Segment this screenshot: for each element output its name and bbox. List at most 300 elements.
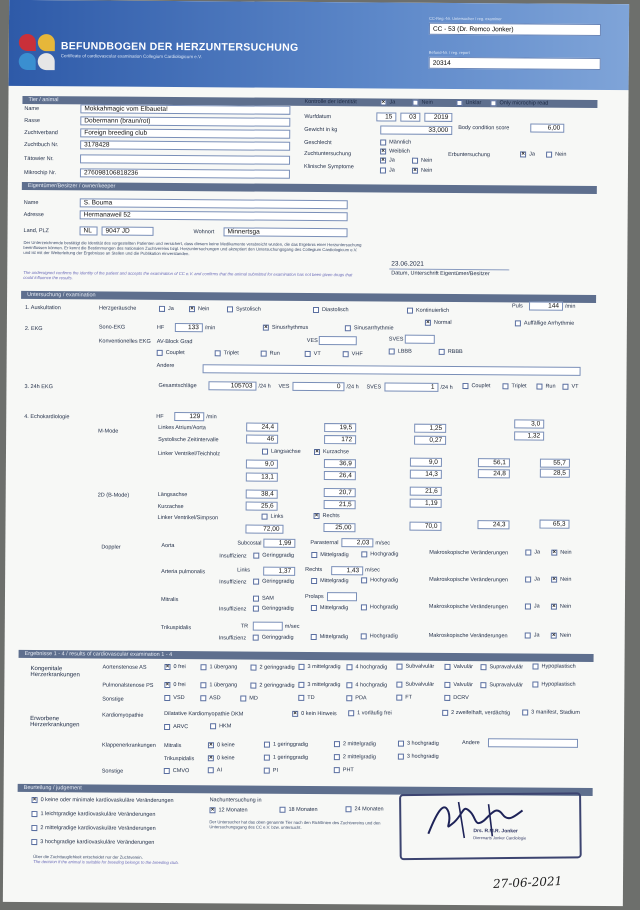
edvi-field[interactable]: 56,1 bbox=[478, 458, 510, 467]
b-raa-field[interactable]: 20,7 bbox=[324, 488, 356, 497]
grade0-label: 0 frei bbox=[173, 682, 186, 689]
mild-label: Geringgradig bbox=[262, 578, 294, 585]
long-axis-checkbox[interactable] bbox=[262, 449, 268, 455]
aorta-macro-yes-checkbox[interactable] bbox=[525, 549, 531, 555]
no-label: Nein bbox=[560, 576, 572, 583]
section-owner: Eigentümer/Besitzer / owner/keeper bbox=[22, 182, 597, 194]
grade3-label: 3 mittelgradig bbox=[307, 663, 341, 671]
stamp-practice: Dierenarts Jonker Cardiologie bbox=[473, 835, 527, 841]
as-g0-checkbox[interactable]: × bbox=[165, 663, 170, 670]
tr-field[interactable] bbox=[253, 622, 283, 631]
animal-name-field[interactable]: Mokkahmagic vom Elbaueta! bbox=[80, 104, 290, 114]
yes-label: Ja bbox=[534, 576, 540, 583]
lvet-field[interactable]: 172 bbox=[324, 435, 356, 444]
yes-label: Ja bbox=[167, 305, 174, 313]
ivss-field[interactable]: 13,1 bbox=[246, 473, 278, 482]
tric-macro-yes-checkbox[interactable] bbox=[525, 632, 531, 638]
mitral-macro-no-checkbox[interactable]: × bbox=[552, 603, 556, 610]
country-label: Land, PLZ bbox=[23, 227, 49, 235]
studbook-label: Zuchtbuch Nr. bbox=[24, 141, 59, 149]
yes-label: Ja bbox=[534, 549, 541, 556]
short-axis-label: Kurzachse bbox=[157, 503, 184, 511]
id-check-label: Kontrolle der Identität bbox=[304, 98, 357, 106]
insufficiency-label: Insuffizienz bbox=[218, 606, 247, 613]
ai-label: AI bbox=[216, 767, 223, 774]
macroscopic-label: Makroskopische Veränderungen bbox=[428, 632, 508, 640]
acquired-label: Erworbene Herzerkrankungen bbox=[30, 716, 80, 729]
doppler-label: Doppler bbox=[101, 544, 121, 551]
macroscopic-label: Makroskopische Veränderungen bbox=[429, 549, 509, 557]
judgement-1-checkbox[interactable] bbox=[31, 811, 37, 817]
vhf-label: VHF bbox=[351, 351, 363, 358]
sono-ecg-label: Sono-EKG bbox=[98, 324, 126, 331]
murmur-yes-checkbox[interactable] bbox=[159, 306, 165, 312]
judgement-0-checkbox[interactable]: × bbox=[32, 797, 37, 804]
examiner-note: Der Untersucher hat das oben genannte Tier nach den Richtlinien des Zuchtvereins und den Untersuchungsgang des CC e.V. bzw. untersucht. bbox=[209, 819, 381, 830]
provisional-free-label: 1 vorläufig frei bbox=[357, 710, 392, 717]
holter-ves-field[interactable]: 0 bbox=[292, 382, 344, 391]
lbbb-checkbox[interactable] bbox=[389, 349, 395, 355]
prolapse-label: Prolaps bbox=[304, 593, 324, 601]
pda-checkbox[interactable] bbox=[346, 695, 352, 701]
moderate-label: Mittelgradig bbox=[320, 578, 349, 585]
form-title: BEFUNDBOGEN DER HERZUNTERSUCHUNG bbox=[60, 40, 299, 54]
as-val-checkbox[interactable] bbox=[444, 664, 450, 670]
address-label: Adresse bbox=[23, 211, 44, 219]
female-checkbox[interactable]: × bbox=[381, 148, 385, 155]
section-results: Ergebnisse 1 - 4 / results of cardiovascular examination 1 - 4 bbox=[19, 650, 594, 662]
breeding-exam-yes-checkbox[interactable]: × bbox=[381, 157, 385, 164]
dcm-label: Dilatative Kardiomyopathie DKM bbox=[164, 710, 244, 718]
follow-24-checkbox[interactable] bbox=[345, 806, 351, 812]
as-g3-checkbox[interactable] bbox=[298, 664, 304, 670]
city-field[interactable]: Minnertsga bbox=[224, 227, 348, 237]
la-field[interactable]: 24,4 bbox=[246, 423, 278, 432]
murmur-no-checkbox[interactable]: × bbox=[190, 306, 194, 313]
vhf-checkbox[interactable] bbox=[343, 351, 349, 357]
severe-label: Hochgradig bbox=[369, 604, 399, 611]
chip-label: Mikrochip Nr. bbox=[23, 169, 57, 177]
as-hypo-checkbox[interactable] bbox=[532, 664, 538, 670]
ef-field[interactable]: 55,7 bbox=[540, 459, 570, 468]
hkm-checkbox[interactable] bbox=[210, 723, 216, 729]
normal-checkbox[interactable]: × bbox=[426, 319, 430, 326]
hereditary-yes-checkbox[interactable]: × bbox=[521, 151, 525, 158]
pulm-mild-checkbox[interactable] bbox=[253, 579, 259, 585]
mild-label: 1 geringgradig bbox=[272, 741, 309, 748]
md-checkbox[interactable] bbox=[240, 695, 246, 701]
lvvd-field[interactable]: 72,00 bbox=[245, 525, 283, 534]
sinus-rhythm-label: Sinusrhythmus bbox=[271, 324, 309, 331]
lvwd-field[interactable]: 9,0 bbox=[410, 458, 442, 467]
ao-field[interactable]: 19,5 bbox=[324, 423, 356, 432]
follow-18-checkbox[interactable] bbox=[279, 807, 285, 813]
b-edvi-field[interactable]: 70,0 bbox=[409, 522, 441, 531]
asd-checkbox[interactable] bbox=[200, 695, 206, 701]
triplet-label: Triplet bbox=[511, 383, 527, 390]
valvular-label: Valvulär bbox=[453, 681, 473, 689]
holter-triplet-checkbox[interactable] bbox=[502, 383, 508, 389]
mitral-mild-checkbox[interactable] bbox=[253, 606, 259, 612]
diastolic-checkbox[interactable] bbox=[313, 307, 319, 313]
report-number-field[interactable]: 20314 bbox=[429, 57, 601, 70]
md-label: MD bbox=[249, 695, 258, 702]
mitral-k3-checkbox[interactable] bbox=[398, 741, 404, 747]
echo-hr-field[interactable]: 129 bbox=[174, 412, 204, 421]
judgement-1-label: 1 leichtgradige kardiovaskuläre Veränderungen bbox=[40, 811, 156, 818]
other-acquired-label: Sonstige bbox=[101, 768, 124, 775]
sinus-arrhythmia-checkbox[interactable] bbox=[345, 325, 351, 331]
long-axis-label: Längsachse bbox=[270, 448, 301, 455]
pulm-moderate-checkbox[interactable] bbox=[311, 578, 317, 584]
owner-name-field[interactable]: S. Bouma bbox=[80, 198, 348, 209]
dcm-0-checkbox[interactable]: × bbox=[293, 710, 297, 717]
hereditary-no-checkbox[interactable] bbox=[546, 152, 552, 158]
continuous-label: Kontinuierlich bbox=[415, 307, 450, 314]
td-checkbox[interactable] bbox=[298, 695, 304, 701]
sves-label: SVES bbox=[388, 336, 404, 343]
lbbb-label: LBBB bbox=[397, 348, 412, 355]
id-check-unclear-checkbox[interactable] bbox=[456, 100, 462, 106]
aorta-parasternal-field[interactable]: 2,03 bbox=[341, 538, 373, 547]
follow-18-label: 18 Monaten bbox=[288, 806, 318, 814]
normal-label: Normal bbox=[433, 319, 452, 326]
heart-rate-field[interactable]: 133 bbox=[175, 323, 203, 332]
sinus-arrhythmia-label: Sinusarrhythmie bbox=[353, 325, 394, 332]
mitral-macro-yes-checkbox[interactable] bbox=[525, 603, 531, 609]
left-label: Links bbox=[270, 513, 284, 520]
pulm-severe-checkbox[interactable] bbox=[361, 577, 367, 583]
m-sec-unit: m/sec bbox=[375, 540, 391, 547]
holter-vt-checkbox[interactable] bbox=[562, 384, 568, 390]
vt-checkbox[interactable] bbox=[305, 351, 311, 357]
judgement-3-label: 3 hochgradige kardiovaskuläre Veränderungen bbox=[40, 839, 155, 846]
ps-g4-checkbox[interactable] bbox=[346, 682, 352, 688]
ves-field[interactable] bbox=[319, 336, 357, 345]
cc-label: CC-Reg.-Nr. Untersucher / reg. examiner bbox=[429, 15, 502, 22]
hereditary-exam-label: Erbuntersuchung bbox=[448, 151, 490, 159]
address-field[interactable]: Hermanaweil 52 bbox=[80, 210, 348, 221]
aorta-mild-checkbox[interactable] bbox=[253, 553, 259, 559]
as-supra-checkbox[interactable] bbox=[480, 664, 486, 670]
mild-label: 1 geringgradig bbox=[272, 754, 309, 761]
lvws-field[interactable]: 14,3 bbox=[410, 470, 442, 479]
vsd-checkbox[interactable] bbox=[164, 695, 170, 701]
cc-examiner-field[interactable]: CC - 53 (Dr. Remco Jonker) bbox=[429, 23, 601, 36]
club-label: Zuchtverband bbox=[24, 129, 58, 137]
holter-couplet-checkbox[interactable] bbox=[462, 383, 468, 389]
other-congenital-label: Sonstige bbox=[102, 696, 124, 703]
chip-only-checkbox[interactable] bbox=[490, 100, 496, 106]
follow-12-label: 12 Monaten bbox=[218, 807, 248, 814]
male-checkbox[interactable] bbox=[380, 139, 386, 145]
epss-field[interactable]: 3,0 bbox=[514, 419, 544, 428]
pep-field[interactable]: 46 bbox=[246, 435, 278, 444]
mitral-k2-checkbox[interactable] bbox=[334, 741, 340, 747]
per-min-unit: /min bbox=[206, 414, 217, 421]
run-label: Run bbox=[269, 350, 280, 357]
triplet-checkbox[interactable] bbox=[215, 350, 221, 356]
left-checkbox[interactable] bbox=[262, 514, 268, 520]
murmur-label: Herzgeräusche bbox=[98, 305, 137, 312]
owner-declaration: Der Unterzeichnende bestätigt die Identität des vorgestellten Patienten und versichert, dass diesem keine Medikamente verabreicht wurden, die das Ergebnis einer Herzuntersuchung beeinflussen können. Er kennt die Bestimmungen des nationalen Zuchtvereins bzgl. Herzuntersuchungen und akzeptiert den Untersuchungsgang des Collegium Cardiologicum e.V. und ist mit der Weiterleitung der Ergebnisse an Stellen und die Publikation einverstanden. bbox=[23, 239, 362, 257]
birth-month-field[interactable]: 03 bbox=[400, 113, 420, 122]
other-label: Andere bbox=[156, 362, 175, 370]
aorta-moderate-checkbox[interactable] bbox=[311, 552, 317, 558]
holter-sves-label: SVES bbox=[366, 384, 382, 391]
bcs-field[interactable]: 6,00 bbox=[530, 123, 564, 132]
ps-val-checkbox[interactable] bbox=[444, 682, 450, 688]
postcode-field[interactable]: 9047 JD bbox=[102, 226, 154, 235]
severe-label: 3 hochgradig bbox=[406, 740, 439, 747]
tricuspid-label: Trikuspidalis bbox=[160, 624, 192, 632]
breed-field[interactable]: Dobermann (braun/rot) bbox=[80, 116, 290, 126]
microchip-field[interactable]: 276098106818236 bbox=[80, 168, 290, 178]
congenital-label: Kongenitale Herzerkrankungen bbox=[30, 666, 80, 679]
macroscopic-label: Makroskopische Veränderungen bbox=[428, 603, 508, 611]
arvc-checkbox[interactable] bbox=[164, 724, 170, 730]
judgement-2-checkbox[interactable] bbox=[31, 825, 37, 831]
as-g4-checkbox[interactable] bbox=[346, 664, 352, 670]
prolapse-field[interactable] bbox=[327, 592, 357, 601]
m-sec-unit: m/sec bbox=[365, 567, 380, 574]
tric-moderate-checkbox[interactable] bbox=[311, 634, 317, 640]
right-label: Rechts bbox=[322, 513, 340, 520]
grade4-label: 4 hochgradig bbox=[355, 682, 388, 689]
td-label: TD bbox=[307, 694, 315, 701]
mitral-moderate-checkbox[interactable] bbox=[311, 605, 317, 611]
breeding-exam-label: Zuchtuntersuchung bbox=[304, 150, 352, 158]
breeding-exam-no-checkbox[interactable] bbox=[412, 158, 418, 164]
ps-hypo-checkbox[interactable] bbox=[532, 682, 538, 688]
mitral-k0-checkbox[interactable]: × bbox=[209, 742, 213, 749]
lvvs-field[interactable]: 25,00 bbox=[323, 523, 355, 532]
tric-k3-checkbox[interactable] bbox=[398, 754, 404, 760]
form-subtitle: Certificate of cardiovascular examination Collegium Cardiologicum e.V. bbox=[60, 53, 202, 60]
tric-macro-no-checkbox[interactable]: × bbox=[551, 632, 556, 639]
equivocal-label: 2 zweifelhaft, verdächtig bbox=[451, 709, 511, 717]
b-esvi-field[interactable]: 24,3 bbox=[477, 520, 509, 529]
insufficiency-label: Insuffizienz bbox=[218, 635, 247, 642]
judgement-0-label: 0 keine oder minimale kardiovaskuläre Veränderungen bbox=[40, 797, 174, 805]
follow-12-checkbox[interactable]: × bbox=[210, 807, 215, 814]
ft-checkbox[interactable] bbox=[396, 695, 402, 701]
other-valve-field[interactable] bbox=[488, 738, 578, 748]
certificate-page bbox=[3, 0, 629, 906]
bcs-label: Body condition score bbox=[458, 124, 510, 132]
macroscopic-label: Makroskopische Veränderungen bbox=[429, 576, 509, 584]
pht-checkbox[interactable] bbox=[334, 767, 340, 773]
ps-g0-checkbox[interactable]: × bbox=[165, 681, 170, 688]
esvi-field[interactable]: 24,8 bbox=[478, 469, 510, 478]
subvalvular-label: Subvalvulär bbox=[405, 681, 435, 688]
run-checkbox[interactable] bbox=[261, 351, 267, 357]
ivsd-field[interactable]: 9,0 bbox=[246, 460, 278, 469]
tric-k2-checkbox[interactable] bbox=[334, 754, 340, 760]
abnormal-arrhythmia-label: Auffällige Arrhythmie bbox=[523, 320, 575, 327]
systolic-checkbox[interactable] bbox=[227, 306, 233, 312]
unclear-label: Unklar bbox=[465, 100, 482, 107]
diastolic-label: Diastolisch bbox=[321, 307, 349, 314]
pulm-macro-no-checkbox[interactable]: × bbox=[552, 576, 556, 583]
hkm-label: HKM bbox=[219, 723, 232, 730]
symptoms-yes-checkbox[interactable] bbox=[380, 167, 386, 173]
owner-declaration-en: The undersigned confirms the identity of the patient and accepts the examination of CC e.V. and confirms that the animal submitted for examination has not been given drugs that could influence the results. bbox=[23, 269, 353, 281]
lvedd-field[interactable]: 1,32 bbox=[514, 431, 544, 440]
dcm-3-checkbox[interactable] bbox=[522, 709, 528, 715]
sves-field[interactable] bbox=[405, 335, 435, 344]
av-block-label: AV-Block Grad bbox=[156, 338, 193, 346]
mitral-k1-checkbox[interactable] bbox=[264, 742, 270, 748]
cardiomyopathy-label: Kardiomyopathie bbox=[102, 712, 144, 719]
as-g2-checkbox[interactable] bbox=[250, 665, 256, 671]
aorta-macro-no-checkbox[interactable]: × bbox=[552, 549, 557, 556]
tattoo-field[interactable] bbox=[80, 154, 290, 164]
section-examination: Untersuchung / examination bbox=[21, 291, 596, 303]
cmvo-label: CMVO bbox=[172, 768, 190, 775]
dcm-1-checkbox[interactable] bbox=[348, 710, 354, 716]
pi-checkbox[interactable] bbox=[264, 768, 270, 774]
none-label: 0 keine bbox=[216, 755, 235, 762]
aorta-severe-checkbox[interactable] bbox=[361, 551, 367, 557]
short-axis-checkbox[interactable]: × bbox=[315, 448, 319, 456]
as-subval-checkbox[interactable] bbox=[396, 664, 402, 670]
mild-label: Geringgradig bbox=[261, 634, 294, 641]
couplet-label: Couplet bbox=[471, 383, 491, 390]
insufficiency-label: Insuffizienz bbox=[219, 579, 247, 586]
no-label: Nein bbox=[197, 306, 210, 313]
asd-label: ASD bbox=[209, 695, 221, 702]
studbook-field[interactable]: 3178428 bbox=[80, 140, 290, 150]
ps-g1-checkbox[interactable] bbox=[200, 682, 206, 688]
as-g1-checkbox[interactable] bbox=[200, 664, 206, 670]
sam-label: SAM bbox=[261, 595, 274, 602]
judgement-2-label: 2 mittelgradige kardiovaskuläre Veränderungen bbox=[40, 825, 156, 832]
ps-supra-checkbox[interactable] bbox=[480, 682, 486, 688]
mitral-severe-checkbox[interactable] bbox=[361, 604, 367, 610]
pulse-label: Puls bbox=[512, 303, 523, 310]
ves-label: VES bbox=[306, 337, 318, 345]
bef-label: Befund-Nr. / reg. report bbox=[428, 49, 470, 56]
fs-field[interactable]: 28,5 bbox=[540, 469, 570, 478]
pulse-field[interactable]: 144 bbox=[529, 301, 563, 310]
sex-label: Geschlecht bbox=[304, 139, 332, 147]
section-animal: Tier / animal bbox=[22, 96, 597, 108]
cmvo-checkbox[interactable] bbox=[164, 768, 170, 774]
severe-label: 3 hochgradig bbox=[406, 753, 439, 760]
rbbb-checkbox[interactable] bbox=[439, 349, 445, 355]
long-axis-label: Längsachse bbox=[157, 491, 188, 499]
b-mode-label: 2D (B-Mode) bbox=[97, 492, 130, 499]
b-ao-field[interactable]: 21,5 bbox=[324, 500, 356, 509]
country-field[interactable]: NL bbox=[80, 226, 98, 235]
b-ef-field[interactable]: 65,3 bbox=[539, 520, 569, 529]
grade1-label: 1 übergang bbox=[209, 664, 238, 671]
yes-label: Ja bbox=[389, 157, 395, 164]
tattoo-label: Tätowier Nr. bbox=[24, 155, 54, 163]
dcrv-checkbox[interactable] bbox=[444, 695, 450, 701]
yes-label: Ja bbox=[533, 632, 540, 639]
abnormal-arrhythmia-checkbox[interactable] bbox=[515, 320, 521, 326]
aorta-subcostal-field[interactable]: 1,99 bbox=[263, 539, 295, 548]
m-sec-unit: m/sec bbox=[284, 623, 300, 630]
ai-checkbox[interactable] bbox=[208, 767, 214, 773]
sam-checkbox[interactable] bbox=[253, 596, 259, 602]
right-checkbox[interactable]: × bbox=[314, 512, 319, 520]
vt-label: VT bbox=[571, 383, 579, 390]
b-rvdd-field[interactable]: 21,6 bbox=[410, 487, 442, 496]
lvdd-field[interactable]: 36,9 bbox=[324, 459, 356, 468]
pep-lvet-field[interactable]: 0,27 bbox=[414, 436, 446, 445]
birth-day-field[interactable]: 15 bbox=[376, 112, 396, 121]
holter-run-checkbox[interactable] bbox=[536, 384, 542, 390]
vt-label: VT bbox=[313, 350, 321, 358]
ps-subval-checkbox[interactable] bbox=[396, 682, 402, 688]
b-la-ao-field[interactable]: 1,19 bbox=[410, 499, 442, 508]
severe-label: Hochgradig bbox=[369, 633, 398, 640]
pi-label: PI bbox=[272, 767, 279, 774]
total-beats-field[interactable]: 105703 bbox=[208, 381, 256, 390]
tric-mild-checkbox[interactable] bbox=[253, 635, 259, 641]
judgement-3-checkbox[interactable] bbox=[31, 839, 37, 845]
id-check-yes-checkbox[interactable]: × bbox=[381, 99, 386, 106]
conventional-ecg-label: Konventionelles EKG bbox=[98, 338, 151, 345]
pulmonary-left-field[interactable]: 1,37 bbox=[263, 567, 295, 576]
mild-label: Geringgradig bbox=[261, 605, 294, 612]
tric-k0-checkbox[interactable]: × bbox=[209, 755, 213, 762]
per-24h-unit: /24 h bbox=[346, 384, 359, 391]
la-ao-ratio-field[interactable]: 1,25 bbox=[414, 424, 446, 433]
yes-label: Ja bbox=[388, 167, 395, 174]
female-label: Weiblich bbox=[389, 148, 410, 155]
vsd-label: VSD bbox=[173, 695, 185, 702]
arvc-label: ARVC bbox=[173, 724, 189, 731]
pulm-macro-yes-checkbox[interactable] bbox=[525, 576, 531, 582]
b-la2-field[interactable]: 25,6 bbox=[246, 502, 278, 511]
handwritten-date: 27-06-2021 bbox=[492, 873, 563, 892]
lvds-field[interactable]: 26,4 bbox=[324, 471, 356, 480]
ft-label: FT bbox=[405, 694, 413, 701]
birthdate-label: Wurfdatum bbox=[304, 113, 332, 121]
no-label: Nein bbox=[421, 99, 433, 106]
holter-sves-field[interactable]: 1 bbox=[384, 382, 438, 391]
birth-year-field[interactable]: 2019 bbox=[424, 113, 452, 122]
pda-label: PDA bbox=[355, 695, 367, 702]
ecg-label: 2. EKG bbox=[24, 325, 43, 333]
pulmonary-right-field[interactable]: 1,43 bbox=[331, 566, 363, 575]
symptoms-no-checkbox[interactable]: × bbox=[413, 167, 417, 174]
couplet-checkbox[interactable] bbox=[157, 350, 163, 356]
continuous-checkbox[interactable] bbox=[407, 308, 413, 314]
ps-g2-checkbox[interactable] bbox=[250, 683, 256, 689]
ecg-other-field[interactable] bbox=[203, 364, 581, 376]
club-field[interactable]: Foreign breeding club bbox=[80, 128, 290, 138]
supravalvular-label: Supravalvulär bbox=[489, 664, 524, 671]
mitral-label: Mitralis bbox=[160, 596, 179, 604]
b-la-field[interactable]: 38,4 bbox=[246, 490, 278, 499]
dcm-2-checkbox[interactable] bbox=[442, 710, 448, 716]
weight-field[interactable]: 33,000 bbox=[380, 125, 452, 135]
sinus-rhythm-checkbox[interactable]: × bbox=[264, 324, 268, 331]
no-label: Nein bbox=[559, 632, 572, 639]
id-check-no-checkbox[interactable] bbox=[412, 100, 418, 106]
ps-g3-checkbox[interactable] bbox=[298, 682, 304, 688]
tric-severe-checkbox[interactable] bbox=[361, 633, 367, 639]
tric-k1-checkbox[interactable] bbox=[264, 755, 270, 761]
auscultation-label: 1. Auskultation bbox=[24, 304, 61, 312]
pulse-unit: /min bbox=[565, 303, 576, 310]
no-label: Nein bbox=[420, 167, 433, 174]
